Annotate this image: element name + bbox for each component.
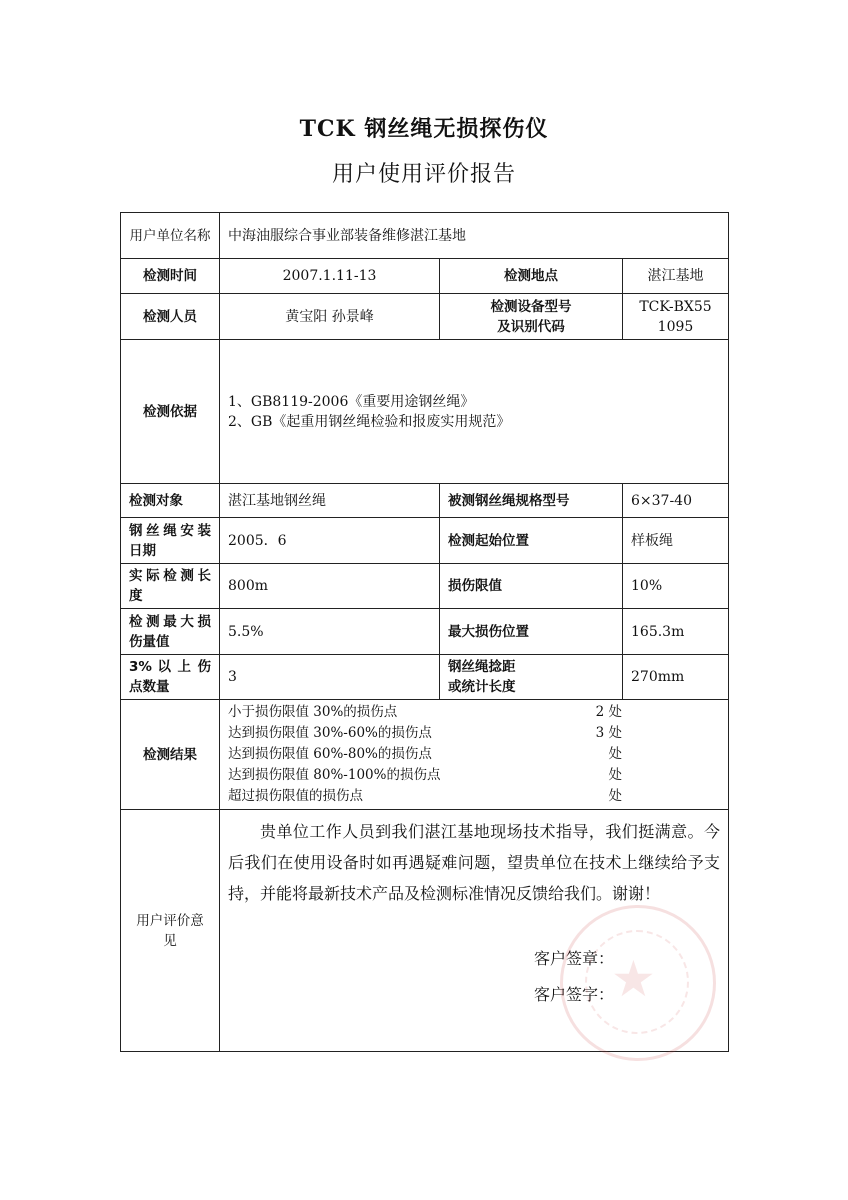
length-label <box>121 564 220 609</box>
maxdmg-label-line2: 伤量值 <box>129 633 170 650</box>
test-place-value: 湛江基地 <box>623 259 729 294</box>
install-label-line2: 日期 <box>129 542 156 559</box>
customer-sign-label: 客户签字： <box>534 985 615 1004</box>
row-max-damage <box>121 609 729 655</box>
result-line <box>228 702 720 723</box>
object-label: 检测对象 <box>121 484 220 518</box>
row-results <box>121 700 729 810</box>
maxpos-label: 最大损伤位置 <box>440 609 623 655</box>
lay-label-line2: 或统计长度 <box>448 679 516 695</box>
result-text: 超过损伤限值的损伤点 <box>228 788 363 804</box>
device-label-line1: 检测设备型号 <box>490 298 572 315</box>
maxdmg-value: 5.5% <box>220 609 440 655</box>
customer-stamp-label: 客户签章： <box>534 949 615 968</box>
device-value-line2: 1095 <box>657 318 694 335</box>
device-value-line1: TCK-BX55 <box>639 298 712 315</box>
result-line <box>228 765 720 786</box>
row-user-unit <box>121 213 729 259</box>
maxpos-value: 165.3m <box>623 609 729 655</box>
maxdmg-label-line1: 检测最大损 <box>129 613 211 630</box>
over3-label <box>121 655 220 700</box>
over3-label-line2: 点数量 <box>129 679 170 695</box>
result-count: 处 <box>608 767 622 783</box>
result-count: 2 处 <box>595 704 622 720</box>
object-value: 湛江基地钢丝绳 <box>220 484 440 518</box>
inspector-value: 黄宝阳 孙景峰 <box>220 294 440 340</box>
result-text: 达到损伤限值 80%-100%的损伤点 <box>228 767 441 783</box>
row-object <box>121 484 729 518</box>
install-label-line1: 钢丝绳安装 <box>129 522 211 539</box>
install-value: 2005．6 <box>220 518 440 564</box>
row-install <box>121 518 729 564</box>
basis-line2: 2、GB《起重用钢丝绳检验和报废实用规范》 <box>228 413 511 430</box>
row-inspector <box>121 294 729 340</box>
result-count: 3 处 <box>595 725 622 741</box>
row-basis <box>121 340 729 484</box>
result-text: 小于损伤限值 30%的损伤点 <box>228 704 398 720</box>
row-length <box>121 564 729 609</box>
results-list <box>220 700 729 810</box>
spec-value: 6×37-40 <box>623 484 729 518</box>
spec-label: 被测钢丝绳规格型号 <box>440 484 623 518</box>
install-label <box>121 518 220 564</box>
result-count: 处 <box>608 788 622 804</box>
user-unit-value: 中海油服综合事业部装备维修湛江基地 <box>220 213 729 259</box>
company-seal <box>560 905 716 1061</box>
over3-label-line1: 3% 以 上 伤 <box>129 659 211 675</box>
seal-star-icon: ★ <box>611 950 656 1008</box>
lay-label <box>440 655 623 700</box>
limit-label: 损伤限值 <box>440 564 623 609</box>
length-label-line2: 度 <box>129 588 143 604</box>
result-text: 达到损伤限值 60%-80%的损伤点 <box>228 746 432 762</box>
report-title-line1: TCK 钢丝绳无损探伤仪 <box>299 116 549 142</box>
test-place-label: 检测地点 <box>440 259 623 294</box>
row-test-time <box>121 259 729 294</box>
report-title-line2: 用户使用评价报告 <box>331 162 516 187</box>
evaluation-label <box>121 810 220 1052</box>
over3-value: 3 <box>220 655 440 700</box>
basis-label: 检测依据 <box>121 340 220 484</box>
length-label-line1: 实际检测长 <box>129 568 211 584</box>
evaluation-label-line2: 见 <box>163 932 177 949</box>
basis-line1: 1、GB8119-2006《重要用途钢丝绳》 <box>228 393 475 410</box>
result-count: 处 <box>608 746 622 762</box>
basis-value <box>220 340 729 484</box>
result-text: 达到损伤限值 30%-60%的损伤点 <box>228 725 432 741</box>
user-unit-label: 用户单位名称 <box>121 213 220 259</box>
evaluation-comment: 贵单位工作人员到我们湛江基地现场技术指导，我们挺满意。今后我们在使用设备时如再遇疑难问题，望贵单位在技术上继续给予支持，并能将最新技术产品及检测标准情况反馈给我们。谢谢！ <box>228 822 720 903</box>
device-label <box>440 294 623 340</box>
limit-value: 10% <box>623 564 729 609</box>
result-line <box>228 744 720 765</box>
maxdmg-label <box>121 609 220 655</box>
result-line <box>228 723 720 744</box>
row-over3 <box>121 655 729 700</box>
evaluation-label-line1: 用户评价意 <box>136 912 204 929</box>
test-time-label: 检测时间 <box>121 259 220 294</box>
results-label: 检测结果 <box>121 700 220 810</box>
device-label-line2: 及识别代码 <box>497 318 565 335</box>
length-value: 800m <box>220 564 440 609</box>
test-time-value: 2007.1.11-13 <box>220 259 440 294</box>
inspector-label: 检测人员 <box>121 294 220 340</box>
start-value: 样板绳 <box>623 518 729 564</box>
lay-value: 270mm <box>623 655 729 700</box>
lay-label-line1: 钢丝绳捻距 <box>448 659 516 675</box>
result-line <box>228 786 720 807</box>
device-value <box>623 294 729 340</box>
start-label: 检测起始位置 <box>440 518 623 564</box>
